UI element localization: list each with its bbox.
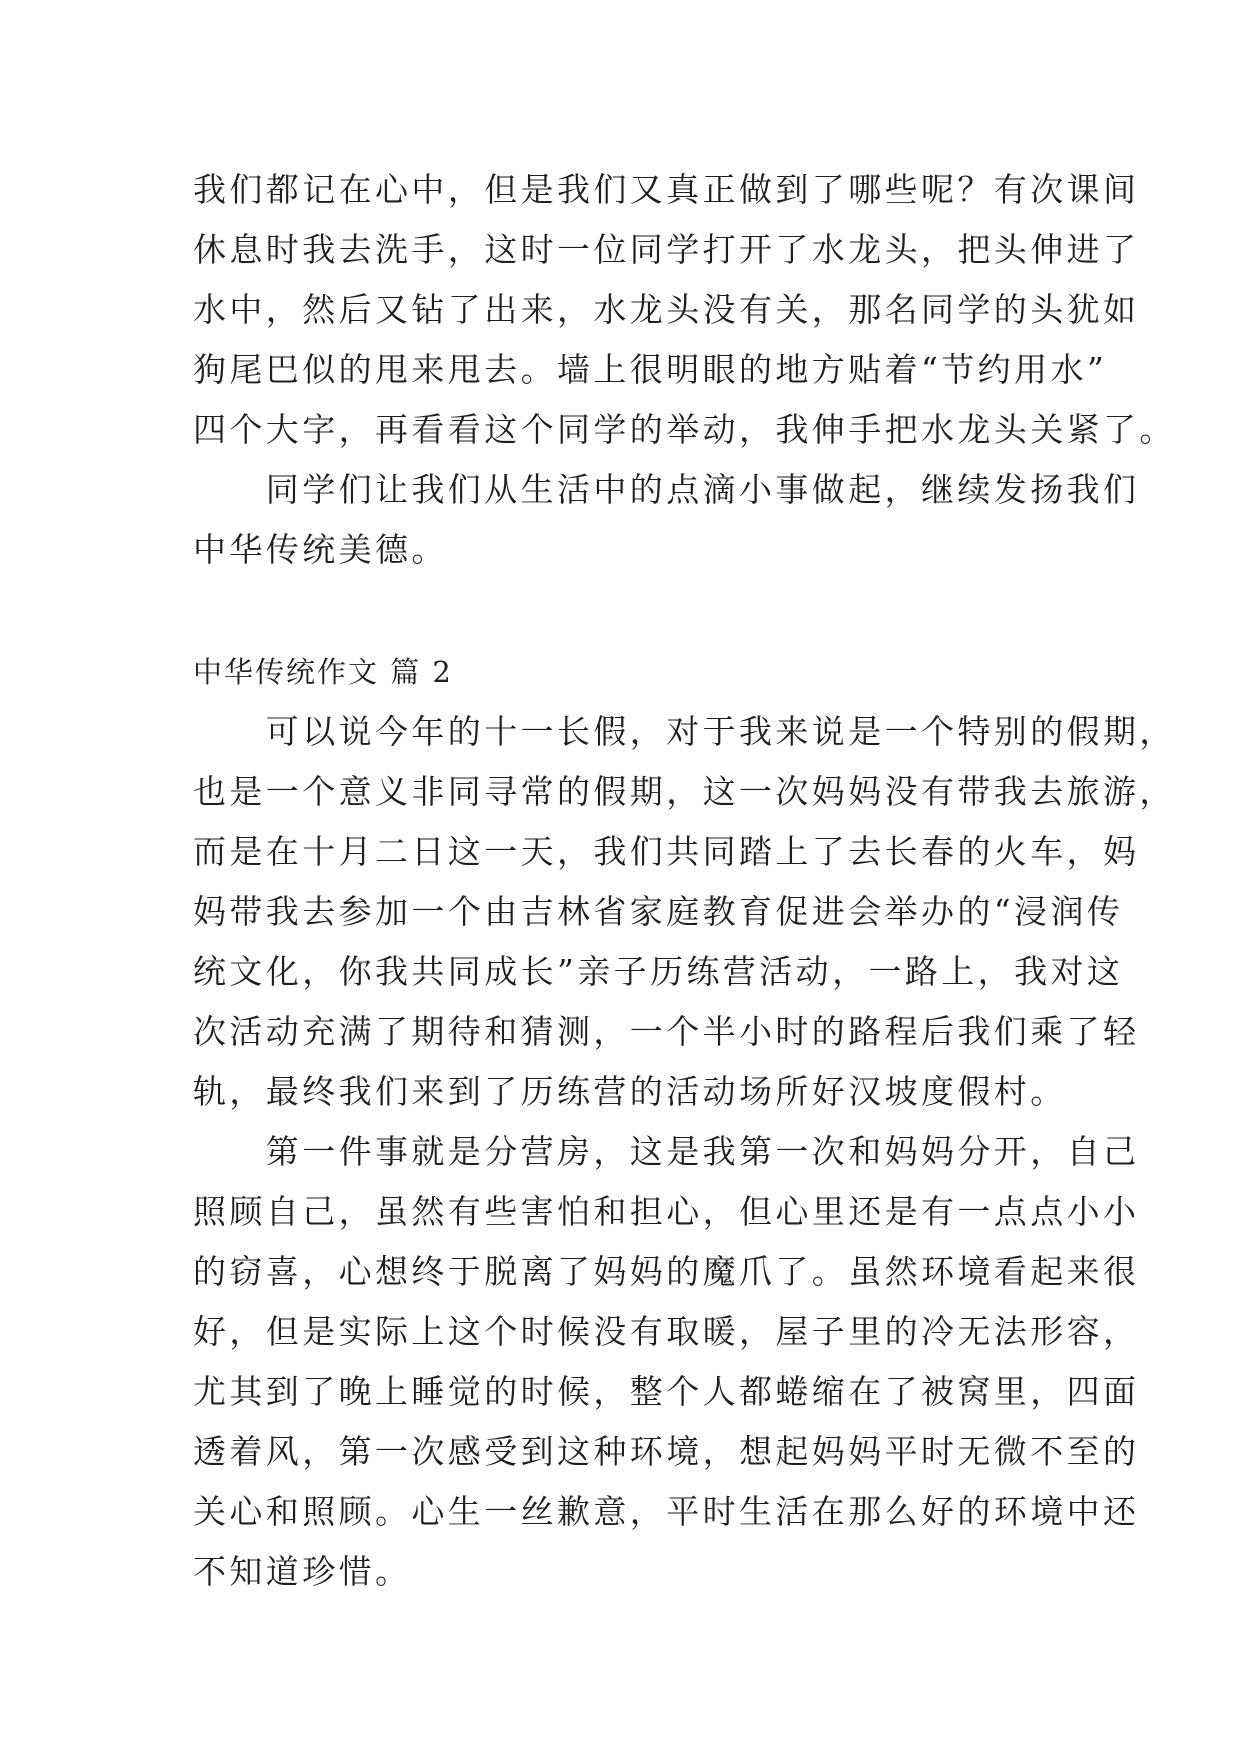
- text-line: 次活动充满了期待和猜测，一个半小时的路程后我们乘了轻: [193, 1012, 1140, 1051]
- text-line: 好，但是实际上这个时候没有取暖，屋子里的冷无法形容，: [193, 1312, 1140, 1351]
- text-line: 统文化，你我共同成长”亲子历练营活动，一路上，我对这: [193, 952, 1124, 991]
- text-line: 同学们让我们从生活中的点滴小事做起，继续发扬我们: [193, 470, 1140, 509]
- text-line: 水中，然后又钻了出来，水龙头没有关，那名同学的头犹如: [193, 290, 1140, 329]
- text-line: 透着风，第一次感受到这种环境，想起妈妈平时无微不至的: [193, 1432, 1140, 1471]
- text-line: 第一件事就是分营房，这是我第一次和妈妈分开，自己: [193, 1132, 1140, 1171]
- text-line: 中华传统美德。: [193, 530, 448, 569]
- text-line: 我们都记在心中，但是我们又真正做到了哪些呢？有次课间: [193, 170, 1140, 209]
- section-title: 中华传统作文 篇 2: [193, 655, 453, 689]
- text-line: 不知道珍惜。: [193, 1552, 412, 1591]
- text-line: 照顾自己，虽然有些害怕和担心，但心里还是有一点点小小: [193, 1192, 1140, 1231]
- text-line: 可以说今年的十一长假，对于我来说是一个特别的假期，: [193, 712, 1176, 751]
- text-line: 关心和照顾。心生一丝歉意，平时生活在那么好的环境中还: [193, 1492, 1140, 1531]
- text-line: 的窃喜，心想终于脱离了妈妈的魔爪了。虽然环境看起来很: [193, 1252, 1140, 1291]
- paragraph-block-1: [193, 160, 1176, 580]
- document-body: [193, 160, 1176, 1602]
- text-line: 而是在十月二日这一天，我们共同踏上了去长春的火车，妈: [193, 832, 1140, 871]
- text-line: 四个大字，再看看这个同学的举动，我伸手把水龙头关紧了。: [193, 410, 1176, 449]
- text-line: 休息时我去洗手，这时一位同学打开了水龙头，把头伸进了: [193, 230, 1140, 269]
- text-line: 妈带我去参加一个由吉林省家庭教育促进会举办的“浸润传: [193, 892, 1124, 931]
- text-line: 轨，最终我们来到了历练营的活动场所好汉坡度假村。: [193, 1072, 1067, 1111]
- text-line: 狗尾巴似的甩来甩去。墙上很明眼的地方贴着“节约用水”: [193, 350, 1108, 389]
- text-line: 也是一个意义非同寻常的假期，这一次妈妈没有带我去旅游，: [193, 772, 1176, 811]
- paragraph-block-2: [193, 702, 1176, 1602]
- section-spacer: [193, 580, 1053, 642]
- text-line: 尤其到了晚上睡觉的时候，整个人都蜷缩在了被窝里，四面: [193, 1372, 1140, 1411]
